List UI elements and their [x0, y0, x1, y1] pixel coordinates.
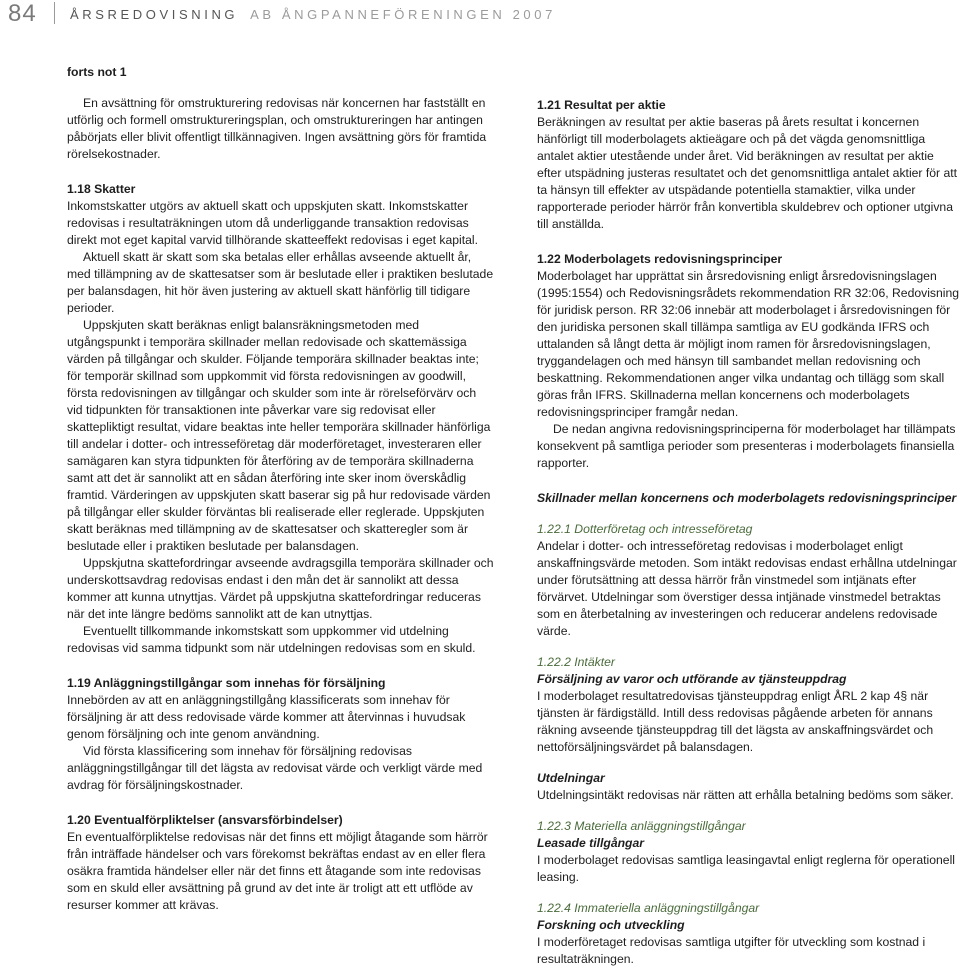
paragraph-1-19-b: Vid första klassificering som innehav för försäljning redovisas anläggningstillgångar till det lägsta av redovisat värde och verkligt värde med avdrag för försäljningskostnader. [67, 744, 483, 792]
paragraph-1-20: En eventualförpliktelse redovisas när det finns ett möjligt åtagande som härrör från inträffade händelser och vars förekomst bekräftas endast av en eller flera osäkra framtida händelser eller när det finns ett åtagande som inte redovisas som en skuld eller avsättning på grund av det inte är troligt att ett utflöde av resurser kommer att krävas. [67, 830, 488, 912]
paragraph-1-18-c: Uppskjuten skatt beräknas enligt balansräkningsmetoden med utgångspunkt i temporära skillnader mellan redovisade och skattemässiga värden på tillgångar och skulder. Följande temporära skillnader beaktas inte; för temporär skillnad som uppkommit vid första redovisningen av goodwill, första redovisningen av tillgångar och skulder som inte är rörelseförvärv och vid tidpunkten för transaktionen inte påverkar vare sig redovisat eller skattepliktigt resultat, vidare beaktas inte heller temporära skillnader hänförliga till andelar i dotter- och intresseföretag där moderföretaget, investeraren eller samägaren kan styra tidpunkten för återföring av de temporära skillnaderna samt att det är sannolikt att en sådan återföring inte sker inom överskådlig framtid. Värderingen av uppskjuten skatt baserar sig på hur redovisade värden på tillgångar eller skulder förväntas bli realiserade eller reglerade. Uppskjuten skatt beräknas med tillämpning av de skattesatser och skatteregler som är beslutade eller i praktiken beslutade per balansdagen. [67, 318, 491, 553]
paragraph-1-22-2: I moderbolaget resultatredovisas tjänsteuppdrag enligt ÅRL 2 kap 4§ när tjänsten är färdigställd. Intill dess redovisas pågående arbeten för annans räkning avseende tjänsteuppdrag till det lägsta av anskaffningsvärdet och nettoförsäljningsvärdet på balansdagen. [537, 689, 934, 754]
right-column [537, 97, 960, 968]
paragraph-restructuring: En avsättning för omstrukturering redovisas när koncernen har fastställt en utförlig och formell omstruktureringsplan, och omstruktureringen har antingen påbörjats eller blivit offentligt tillkännagiven. Ingen avsättning görs för framtida rörelsekostnader. [67, 96, 487, 161]
left-column [67, 64, 495, 914]
header-divider [54, 2, 55, 24]
paragraph-1-21: Beräkningen av resultat per aktie baseras på årets resultat i koncernen hänförligt till moderbolagets aktieägare och på det vägda genomsnittliga antalet aktier utestående under året. Vid beräkningen av resultat per aktie efter utspädning justeras resultatet och det genomsnittliga antalet aktier för att ta hänsyn till effekter av utspädande potentiella stamaktier, vilka under rapporterade perioder härrör från konvertibla skuldebrev och optioner utgivna till anställda. [537, 115, 958, 231]
heading-1-22: 1.22 Moderbolagets redovisningsprinciper [537, 252, 783, 266]
heading-1-22-1: 1.22.1 Dotterföretag och intresseföretag [537, 522, 753, 536]
page-number: 84 [8, 0, 37, 27]
heading-1-22-3: 1.22.3 Materiella anläggningstillgångar [537, 819, 746, 833]
paragraph-1-22-4: I moderföretaget redovisas samtliga utgifter för utveckling som kostnad i resultaträkningen. [537, 935, 926, 966]
heading-1-22-4: 1.22.4 Immateriella anläggningstillgångar [537, 901, 760, 915]
running-title [70, 7, 556, 22]
heading-1-20: 1.20 Eventualförpliktelser (ansvarsförbindelser) [67, 813, 343, 827]
heading-1-18: 1.18 Skatter [67, 182, 136, 196]
paragraph-1-18-d: Uppskjutna skattefordringar avseende avdragsgilla temporära skillnader och underskottsavdrag redovisas endast i den mån det är sannolikt att dessa kommer att kunna utnyttjas. Värdet på uppskjutna skattefordringar reduceras när det inte längre bedöms sannolikt att de kan utnyttjas. [67, 556, 494, 621]
heading-1-19: 1.19 Anläggningstillgångar som innehas för försäljning [67, 676, 386, 690]
heading-differences: Skillnader mellan koncernens och moderbolagets redovisningsprinciper [537, 491, 957, 505]
continued-label: forts not 1 [67, 65, 127, 79]
heading-1-21: 1.21 Resultat per aktie [537, 98, 666, 112]
paragraph-1-18-b: Aktuell skatt är skatt som ska betalas eller erhållas avseende aktuellt år, med tillämpning av de skattesatser som är beslutade eller i praktiken beslutade per balansdagen, hit hör även justering av aktuell skatt hänförlig till tidigare perioder. [67, 250, 494, 315]
company-name: AB ÅNGPANNEFÖRENINGEN 2007 [250, 7, 556, 22]
page-header [0, 0, 960, 32]
subheading-dividends: Utdelningar [537, 771, 605, 785]
heading-1-22-2: 1.22.2 Intäkter [537, 655, 615, 669]
paragraph-1-19-a: Innebörden av att en anläggningstillgång klassificerats som innehav för försäljning är att dess redovisade värde kommer att återvinnas i huvudsak genom försäljning och inte genom användning. [67, 693, 466, 741]
paragraph-1-22-1: Andelar i dotter- och intresseföretag redovisas i moderbolaget enligt anskaffningsvärde metoden. Som intäkt redovisas endast erhållna utdelningar under förutsättning att dessa härrör från vinstmedel som intjänats efter förvärvet. Utdelningar som överstiger dessa intjänade vinstmedel betraktas som en återbetalning av investeringen och reducerar andelens redovisade värde. [537, 539, 957, 638]
subheading-research: Forskning och utveckling [537, 918, 685, 932]
paragraph-1-18-e: Eventuellt tillkommande inkomstskatt som uppkommer vid utdelning redovisas vid samma tidpunkt som när utdelningen redovisas som en skuld. [67, 624, 476, 655]
paragraph-1-22-a: Moderbolaget har upprättat sin årsredovisning enligt årsredovisningslagen (1995:1554) och Redovisningsrådets rekommendation RR 32:06, Redovisning för juridisk person. RR 32:06 innebär att moderbolaget i årsredovisningen för den juridiska personen skall tillämpa samtliga av EU godkända IFRS och uttalanden så långt detta är möjligt inom ramen för årsredovisningslagen, tryggandelagen och med hänsyn till sambandet mellan redovisning och beskattning. Rekommendationen anger vilka undantag och tillägg som skall göras från IFRS. Skillnaderna mellan koncernens och moderbolagets redovisningsprinciper framgår nedan. [537, 269, 960, 419]
paragraph-1-18-a: Inkomstskatter utgörs av aktuell skatt och uppskjuten skatt. Inkomstskatter redovisas i resultaträkningen utom då underliggande transaktion redovisas direkt mot eget kapital varvid tillhörande skatteeffekt redovisas i eget kapital. [67, 199, 478, 247]
subheading-leasing: Leasade tillgångar [537, 836, 645, 850]
report-title: ÅRSREDOVISNING [70, 7, 239, 22]
paragraph-dividends: Utdelningsintäkt redovisas när rätten att erhålla betalning bedöms som säker. [537, 788, 954, 802]
subheading-sales: Försäljning av varor och utförande av tjänsteuppdrag [537, 672, 847, 686]
paragraph-1-22-3: I moderbolaget redovisas samtliga leasingavtal enligt reglerna för operationell leasing. [537, 853, 955, 884]
paragraph-1-22-b: De nedan angivna redovisningsprinciperna för moderbolaget har tillämpats konsekvent på samtliga perioder som presenteras i moderbolagets finansiella rapporter. [537, 422, 956, 470]
